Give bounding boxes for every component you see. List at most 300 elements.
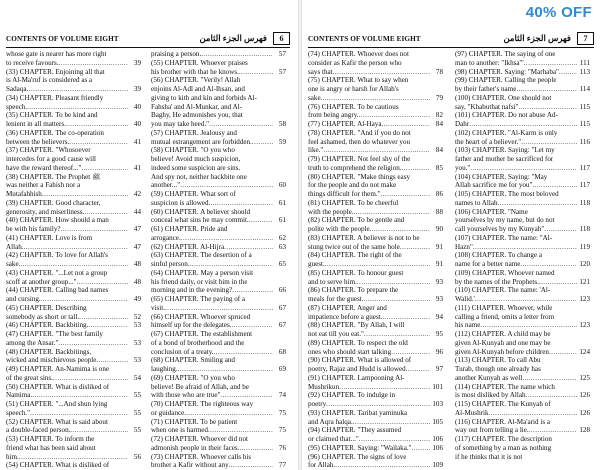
toc-entry-text: (79) CHAPTER. Not feel shy of the	[308, 155, 411, 163]
toc-entry-text: poetry, Rajaz and Hudd is allowed	[308, 365, 406, 373]
toc-entry	[308, 444, 443, 453]
toc-entry-line	[308, 216, 443, 225]
toc-page-number: 44	[133, 207, 141, 216]
toc-dot-leader	[208, 426, 273, 435]
toc-entry	[308, 251, 443, 269]
toc-entry-line	[151, 339, 286, 348]
toc-entry-text: another..."	[151, 181, 181, 190]
toc-entry-line	[308, 260, 443, 269]
toc-entry	[151, 313, 286, 331]
toc-dot-leader	[353, 418, 430, 427]
left-page-title: CONTENTS OF VOLUME EIGHT	[6, 34, 119, 43]
toc-page-number: 86	[435, 190, 443, 198]
toc-entry-line	[6, 111, 141, 120]
toc-entry-text: (114) CHAPTER. The name which	[455, 382, 555, 391]
toc-page-number: 41	[133, 163, 141, 172]
toc-page-number: 84	[435, 146, 443, 155]
toc-entry-line	[151, 120, 286, 129]
toc-entry-line	[151, 68, 286, 77]
toc-dot-leader	[214, 348, 273, 357]
toc-dot-leader	[522, 374, 577, 383]
toc-dot-leader	[27, 103, 128, 112]
toc-dot-leader	[220, 391, 273, 400]
toc-entry-text: one is angry or harsh for Allah's	[308, 85, 399, 93]
toc-entry-line	[308, 286, 443, 295]
toc-entry-text: (35) CHAPTER. To be kind and	[6, 111, 98, 120]
toc-dot-leader	[53, 374, 128, 383]
toc-entry	[455, 234, 590, 252]
toc-entry-text: lenient in all matters.	[6, 120, 66, 128]
toc-page-number: 106	[432, 443, 443, 452]
toc-entry-text: (90) CHAPTER. What is allowed of	[308, 356, 412, 365]
toc-page-number: 77	[278, 461, 286, 470]
toc-page-number: 65	[278, 260, 286, 268]
toc-entry-line	[455, 59, 590, 68]
toc-entry-line	[455, 111, 590, 120]
toc-entry-line	[6, 234, 141, 243]
toc-entry-text: Walid.'	[455, 295, 475, 303]
book-gutter	[298, 0, 302, 470]
toc-entry	[151, 146, 286, 190]
toc-page-number: 119	[579, 242, 590, 251]
toc-entry-text: believe! Avoid much suspicion,	[151, 155, 241, 163]
toc-entry-line	[6, 304, 141, 313]
toc-entry-line	[6, 138, 141, 147]
toc-page-number: 47	[133, 242, 141, 251]
toc-entry-line	[308, 339, 443, 348]
toc-dot-leader	[232, 286, 273, 295]
toc-entry-line	[308, 85, 443, 94]
toc-entry	[308, 76, 443, 102]
toc-entry-text: (104) CHAPTER. Saying: "May	[455, 172, 548, 181]
toc-entry-line	[6, 356, 141, 365]
toc-entry-line	[455, 295, 590, 304]
toc-dot-leader	[518, 103, 577, 112]
toc-entry-text: (57) CHAPTER. Jealousy and	[151, 128, 237, 137]
toc-entry	[6, 435, 141, 461]
toc-entry-text: (102) CHAPTER. "Al-Karm is only	[455, 128, 558, 137]
toc-entry	[151, 356, 286, 374]
toc-entry-line	[455, 155, 590, 164]
toc-page-number: 67	[278, 321, 286, 330]
toc-page-number: 61	[278, 216, 286, 225]
toc-dot-leader	[391, 348, 430, 357]
right-page-header	[308, 31, 594, 46]
toc-entry-text: (113) CHAPTER. To call Abu	[455, 356, 541, 365]
toc-entry-line	[308, 304, 443, 313]
toc-entry-line	[6, 173, 141, 182]
toc-page-number: 69	[278, 365, 286, 373]
toc-entry-line	[151, 400, 286, 409]
toc-entry-text: for the people and do not make	[308, 181, 397, 190]
toc-entry-line	[308, 68, 443, 77]
toc-entry-text: (41) CHAPTER. Love is from	[6, 233, 93, 242]
toc-entry-text: visit.	[151, 303, 165, 312]
toc-dot-leader	[475, 295, 577, 304]
toc-entry-line	[151, 295, 286, 304]
toc-page-number: 128	[579, 426, 590, 435]
toc-entry-text: conceal what sins he may commit.	[151, 216, 249, 225]
toc-entry-text: laughing.	[151, 365, 178, 373]
toc-entry-text: given Al-Kunyah and one may be	[455, 338, 551, 347]
toc-page-number: 91	[435, 242, 443, 251]
toc-page-number: 47	[133, 225, 141, 233]
toc-entry-line	[6, 208, 141, 217]
toc-page-number: 55	[133, 408, 141, 417]
toc-dot-leader	[239, 68, 273, 77]
toc-entry-text: polite with the people.	[308, 225, 372, 233]
toc-dot-leader	[210, 199, 273, 208]
toc-entry-line	[151, 348, 286, 357]
toc-dot-leader	[498, 199, 577, 208]
toc-entry-text: (109) CHAPTER. Whoever named	[455, 268, 555, 277]
toc-entry-line	[151, 85, 286, 94]
toc-entry-text: him.	[6, 452, 19, 461]
toc-entry-text: (37) CHAPTER. "Whosoever	[6, 146, 91, 155]
toc-entry	[6, 365, 141, 383]
toc-entry-line	[151, 409, 286, 418]
toc-entry	[6, 330, 141, 348]
toc-entry	[6, 400, 141, 418]
toc-dot-leader	[323, 146, 430, 155]
toc-entry-text: with the people.	[308, 207, 354, 216]
toc-entry-line	[151, 330, 286, 339]
toc-page-number: 56	[133, 452, 141, 461]
toc-entry-text: (86) CHAPTER. To prepare the	[308, 286, 399, 295]
toc-page-number: 49	[133, 295, 141, 303]
toc-dot-leader	[520, 260, 577, 269]
toc-entry-text: a double-faced person.	[6, 426, 71, 435]
toc-entry-line	[308, 269, 443, 278]
toc-entry-text: or guidance.	[151, 408, 187, 417]
toc-entry-text: consider as Kafir the person who	[308, 58, 402, 67]
toc-entry	[455, 190, 590, 208]
toc-entry	[151, 50, 286, 59]
toc-entry-text: name for a better name	[455, 260, 521, 268]
toc-entry-text: (83) CHAPTER. A believer is not to be	[308, 233, 420, 242]
toc-entry-line	[455, 391, 590, 400]
toc-page-number: 39	[133, 85, 141, 93]
toc-entry-line	[6, 146, 141, 155]
toc-dot-leader	[24, 243, 128, 252]
toc-dot-leader	[69, 138, 128, 147]
toc-dot-leader	[186, 409, 273, 418]
toc-entry-line	[151, 365, 286, 374]
toc-dot-leader	[209, 120, 273, 129]
toc-dot-leader	[359, 435, 430, 444]
toc-entry	[308, 103, 443, 121]
toc-entry-line	[455, 269, 590, 278]
toc-entry-line	[6, 444, 141, 453]
toc-entry-text: (81) CHAPTER. To be cheerful	[308, 198, 399, 207]
toc-entry-line	[6, 243, 141, 252]
toc-dot-leader	[326, 400, 430, 409]
toc-page-number: 57	[278, 50, 286, 58]
toc-entry-text: scoff at another group..."	[6, 277, 77, 286]
toc-page-number: 94	[435, 312, 443, 321]
toc-entry	[308, 374, 443, 392]
toc-entry-line	[6, 129, 141, 138]
toc-entry-line	[6, 103, 141, 112]
toc-dot-leader	[357, 278, 430, 287]
discount-banner: 40% OFF	[525, 4, 592, 21]
toc-entry-text: Mutafahhish	[6, 190, 42, 198]
toc-entry-line	[308, 383, 443, 392]
toc-page-number: 113	[579, 67, 590, 76]
toc-entry-text: arrogance.	[151, 233, 181, 242]
toc-entry-text: (62) CHAPTER. Al-Hijra	[151, 242, 225, 251]
toc-entry-line	[6, 348, 141, 357]
toc-entry-line	[308, 365, 443, 374]
toc-entry-text: Turab, though one already has	[455, 365, 541, 373]
toc-entry-text: (92) CHAPTER. To indulge in	[308, 391, 396, 400]
toc-entry	[6, 418, 141, 436]
toc-entry-text: intercedes for a good cause will	[6, 155, 97, 163]
toc-entry-text: call yourselves by my Kunyah"	[455, 225, 545, 233]
toc-dot-leader	[42, 190, 128, 199]
toc-entry-line	[455, 453, 590, 462]
toc-entry-line	[151, 243, 286, 252]
toc-dot-leader	[339, 383, 430, 392]
toc-entry-line	[308, 138, 443, 147]
toc-entry	[308, 304, 443, 322]
toc-page-number: 54	[133, 373, 141, 382]
toc-entry	[308, 50, 443, 76]
toc-entry-line	[308, 181, 443, 190]
toc-page-number: 126	[579, 391, 590, 400]
toc-dot-leader	[382, 120, 431, 129]
toc-dot-leader	[359, 111, 430, 120]
toc-entry-text: wicked and mischievous people.	[6, 356, 99, 365]
toc-entry	[455, 173, 590, 191]
toc-entry-text: meals for the guest.	[308, 295, 364, 303]
toc-entry-text: (84) CHAPTER. The right of the	[308, 251, 402, 260]
toc-page-number: 105	[432, 417, 443, 426]
toc-dot-leader	[224, 243, 273, 252]
toc-entry	[308, 199, 443, 217]
toc-dot-leader	[322, 94, 430, 103]
toc-entry	[151, 374, 286, 400]
toc-entry-text: (53) CHAPTER. To inform the	[6, 435, 95, 443]
toc-entry	[308, 321, 443, 339]
toc-entry-line	[151, 278, 286, 287]
toc-entry-line	[308, 50, 443, 59]
toc-dot-leader	[470, 164, 577, 173]
toc-entry-text: (67) CHAPTER. The establishment	[151, 330, 253, 338]
left-page-header	[6, 31, 290, 46]
toc-entry-text: with those who are true"	[151, 391, 221, 400]
toc-entry-text: his friend daily, or visit him in the	[151, 277, 248, 286]
toc-entry	[308, 155, 443, 173]
toc-entry-text: you may take heed."	[151, 120, 210, 128]
right-header-rule	[308, 47, 594, 48]
toc-entry	[151, 76, 286, 129]
toc-entry	[455, 304, 590, 330]
toc-dot-leader	[333, 68, 430, 77]
toc-dot-leader	[178, 365, 273, 374]
toc-entry-line	[308, 208, 443, 217]
toc-entry-text: by the names of the Prophets.	[455, 277, 539, 286]
toc-entry-text: (71) CHAPTER. To be patient	[151, 417, 238, 426]
toc-entry	[455, 68, 590, 77]
toc-entry	[455, 435, 590, 461]
toc-page-number: 58	[278, 120, 286, 128]
toc-entry-line	[455, 120, 590, 129]
toc-dot-leader	[30, 409, 128, 418]
toc-entry	[6, 111, 141, 129]
toc-entry-line	[455, 76, 590, 85]
toc-dot-leader	[549, 348, 577, 357]
toc-entry-text: (87) CHAPTER. Anger and	[308, 303, 387, 312]
toc-entry-text: (54) CHAPTER. What is disliked of	[6, 461, 110, 470]
toc-page-number: 53	[133, 356, 141, 365]
toc-dot-leader	[98, 356, 128, 365]
toc-entry	[455, 269, 590, 287]
toc-page-number: 124	[579, 347, 590, 356]
right-page-arabic-title: فهرس الجزء الثامن	[503, 33, 571, 43]
toc-entry	[6, 251, 141, 269]
toc-entry-line	[455, 409, 590, 418]
toc-entry	[455, 129, 590, 147]
toc-entry-text: (94) CHAPTER. "They assumed	[308, 426, 402, 435]
toc-entry-line	[6, 461, 141, 470]
toc-dot-leader	[249, 216, 273, 225]
toc-entry	[6, 461, 141, 470]
toc-entry	[455, 418, 590, 436]
toc-entry-line	[455, 199, 590, 208]
toc-entry-line	[6, 321, 141, 330]
toc-page-number: 117	[579, 181, 590, 190]
toc-entry-line	[308, 295, 443, 304]
toc-entry	[455, 383, 590, 401]
toc-entry	[6, 146, 141, 172]
toc-dot-leader	[77, 278, 128, 287]
toc-entry-line	[308, 190, 443, 199]
toc-entry-text: feel ashamed, then do whatever you	[308, 137, 411, 146]
toc-dot-leader	[473, 243, 577, 252]
toc-entry-line	[455, 278, 590, 287]
toc-entry-text: (82) CHAPTER. To be gentle and	[308, 216, 405, 225]
right-page-number: 7	[577, 32, 594, 45]
toc-entry-line	[455, 304, 590, 313]
toc-page-number: 53	[133, 321, 141, 330]
toc-page-number: 88	[435, 207, 443, 216]
toc-page-number: 48	[133, 260, 141, 268]
toc-entry	[151, 208, 286, 226]
toc-dot-leader	[364, 295, 430, 304]
toc-entry-line	[455, 400, 590, 409]
toc-entry-line	[151, 418, 286, 427]
toc-page-number: 41	[133, 137, 141, 146]
toc-page-number: 117	[579, 163, 590, 172]
toc-entry-text: (105) CHAPTER. The most beloved	[455, 190, 559, 198]
toc-entry	[455, 251, 590, 269]
toc-entry-line	[455, 129, 590, 138]
toc-entry-line	[308, 348, 443, 357]
toc-entry-text: indeed some suspicion are sins.	[151, 163, 241, 172]
toc-entry-line	[308, 400, 443, 409]
toc-entry-text: for Allah.	[308, 461, 336, 470]
toc-entry-text: And spy not, neither backbite one	[151, 172, 247, 181]
toc-entry-line	[308, 321, 443, 330]
toc-page-number: 95	[435, 330, 443, 338]
toc-entry	[6, 383, 141, 401]
left-page-arabic-title: فهرس الجزء الثامن	[199, 33, 267, 43]
toc-entry	[455, 400, 590, 418]
toc-page-number: 42	[133, 190, 141, 198]
toc-dot-leader	[84, 208, 128, 217]
right-page-title: CONTENTS OF VOLUME EIGHT	[308, 34, 421, 43]
toc-entry-line	[6, 409, 141, 418]
toc-dot-leader	[406, 365, 430, 374]
toc-entry	[6, 286, 141, 304]
toc-entry-text: (101) CHAPTER. Do not abuse Ad-	[455, 111, 558, 120]
toc-entry-text: names to Allah	[455, 198, 498, 207]
toc-entry-line	[151, 313, 286, 322]
toc-entry-line	[6, 418, 141, 427]
toc-entry-line	[455, 146, 590, 155]
toc-entry-line	[151, 111, 286, 120]
toc-entry-line	[308, 444, 443, 453]
toc-entry-text: believe! Be afraid of Allah, and be	[151, 382, 249, 391]
toc-dot-leader	[382, 313, 430, 322]
toc-dot-leader	[516, 85, 577, 94]
toc-dot-leader	[58, 339, 128, 348]
toc-entry-line	[455, 181, 590, 190]
toc-dot-leader	[165, 304, 273, 313]
toc-entry-text: by their father's name	[455, 85, 517, 93]
toc-page-number: 61	[278, 198, 286, 207]
toc-entry-line	[455, 94, 590, 103]
toc-entry-text: things difficult for them."	[308, 190, 381, 198]
toc-entry	[308, 129, 443, 155]
toc-entry-text: (40) CHAPTER. How should a man	[6, 216, 109, 225]
toc-entry-line	[6, 94, 141, 103]
toc-page-number: 66	[278, 286, 286, 295]
toc-entry-text: (70) CHAPTER. The righteous way	[151, 400, 254, 408]
toc-dot-leader	[354, 208, 430, 217]
toc-dot-leader	[61, 225, 128, 234]
toc-entry-line	[151, 50, 286, 59]
toc-entry	[308, 426, 443, 444]
toc-entry-text: sake.	[6, 260, 21, 268]
toc-entry-line	[455, 68, 590, 77]
left-column-2	[151, 50, 286, 470]
toc-entry-text: (48) CHAPTER. Backbitings,	[6, 347, 92, 356]
toc-page-number: 109	[432, 461, 443, 470]
toc-entry-text: (60) CHAPTER. A believer should	[151, 207, 251, 216]
toc-entry	[151, 243, 286, 252]
toc-entry-line	[455, 234, 590, 243]
toc-entry-line	[6, 120, 141, 129]
toc-entry-line	[151, 208, 286, 217]
toc-entry-text: father and mother be sacrificed for	[455, 155, 554, 163]
toc-entry-line	[151, 391, 286, 400]
toc-entry-line	[6, 68, 141, 77]
toc-entry	[308, 234, 443, 252]
toc-entry-line	[308, 409, 443, 418]
toc-page-number: 40	[133, 102, 141, 111]
toc-entry-line	[308, 251, 443, 260]
toc-entry-text: man to another: "Ikhsa'"	[455, 58, 524, 67]
toc-entry-line	[6, 313, 141, 322]
toc-entry-text: (76) CHAPTER. To be cautious	[308, 102, 399, 111]
toc-page-number: 78	[435, 67, 443, 76]
toc-entry-text: (100) CHAPTER. One should not	[455, 93, 552, 102]
toc-entry-line	[455, 225, 590, 234]
toc-entry-text: ones who should start talking	[308, 347, 392, 356]
toc-entry-text: (61) CHAPTER. Pride and	[151, 225, 228, 233]
